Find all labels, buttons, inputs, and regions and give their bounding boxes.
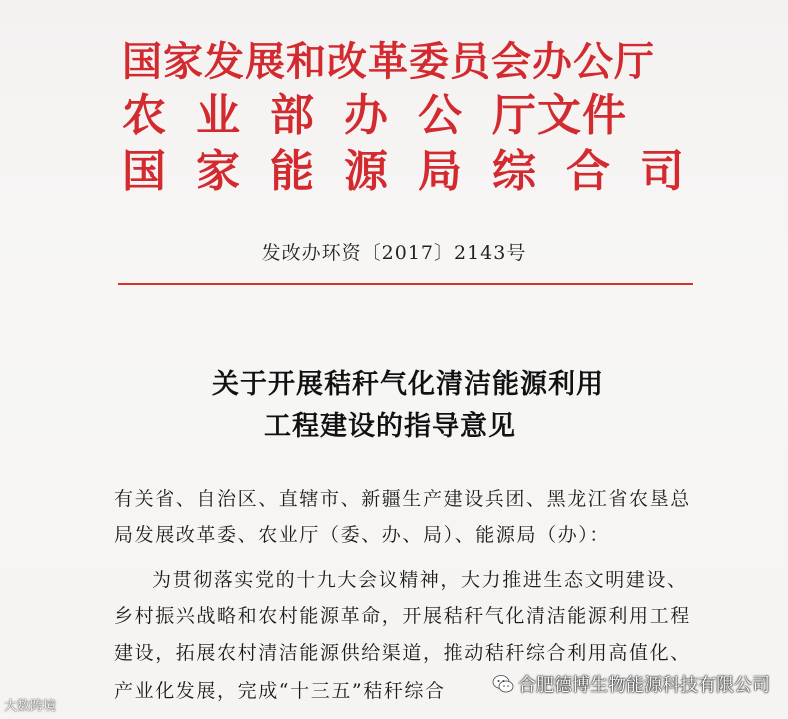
header-line-energy: [122, 146, 714, 197]
body-line: 有关省、自治区、直辖市、新疆生产建设兵团、黑龙江省农垦总: [114, 488, 691, 510]
body-line: 乡村振兴战略和农村能源革命，开展秸秆气化清洁能源利用工程: [114, 605, 691, 627]
header-char: 合: [566, 146, 618, 197]
header-char: 公: [418, 90, 463, 141]
header-char: 司: [640, 146, 692, 197]
body-line: 为贯彻落实党的十九大会议精神，大力推进生态文明建设、: [152, 569, 688, 591]
header-char: 办: [344, 90, 389, 141]
header-char: 农: [122, 90, 167, 141]
header-char: 业: [196, 90, 241, 141]
header-char: 能: [270, 146, 322, 197]
body-line: 产业化发展，完成“十三五”秸秆综合: [114, 680, 446, 702]
header-line-agriculture: [122, 90, 627, 141]
header-char: 国: [122, 146, 174, 197]
header-char: 家: [196, 146, 248, 197]
document-number: 发改办环资〔2017〕2143号: [261, 242, 527, 264]
watermark-right-text: 合肥德博生物能源科技有限公司: [518, 675, 770, 696]
watermark-left: 大数跨境: [4, 699, 57, 714]
header-char: 局: [418, 146, 470, 197]
document-title-line1: 关于开展秸秆气化清洁能源利用: [212, 369, 604, 400]
header-char: 源: [344, 146, 396, 197]
wechat-icon: [492, 673, 514, 695]
red-divider: [118, 283, 693, 285]
document-title-line2: 工程建设的指导意见: [264, 411, 516, 442]
header-char: 部: [270, 90, 315, 141]
body-line: 局发展改革委、农业厅（委、办、局）、能源局（办）：: [114, 524, 611, 546]
watermark-right: [492, 671, 770, 697]
header-char: 综: [492, 146, 544, 197]
header-line-ndrc: 国家发展和改革委员会办公厅: [122, 39, 655, 85]
body-line: 建设，拓展农村清洁能源供给渠道，推动秸秆综合利用高值化、: [114, 642, 691, 664]
header-tail: 厅文件: [492, 90, 627, 141]
